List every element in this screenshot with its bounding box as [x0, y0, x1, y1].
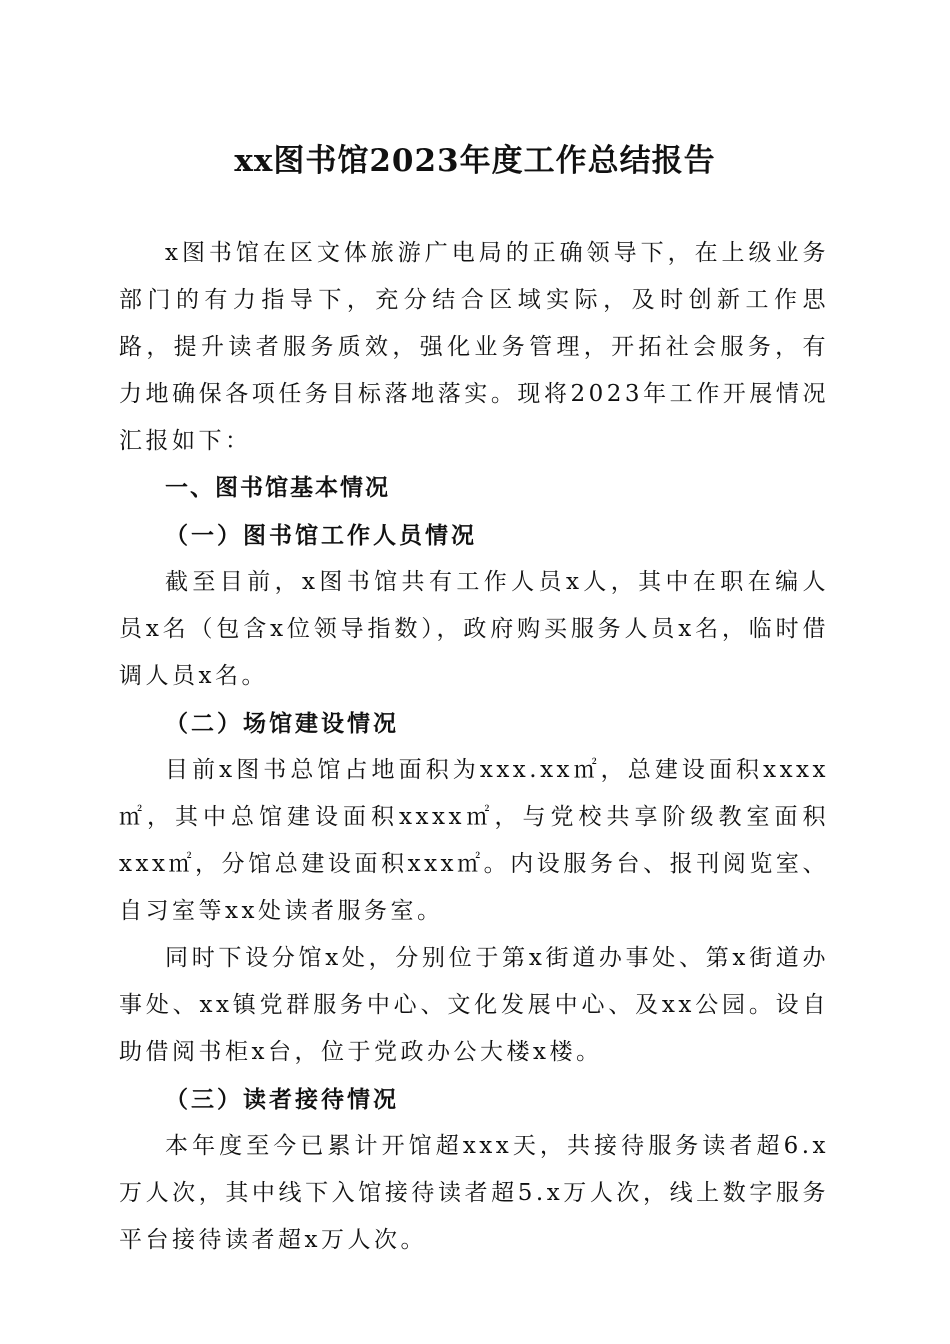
- intro-paragraph: x图书馆在区文体旅游广电局的正确领导下，在上级业务部门的有力指导下，充分结合区域实际，及时创新工作思路，提升读者服务质效，强化业务管理，开拓社会服务，有力地确保各项任务目标落地落实。现将2023年工作开展情况汇报如下：: [119, 240, 829, 454]
- venue-paragraph: 目前x图书总馆占地面积为xxx.xx㎡，总建设面积xxxx㎡，其中总馆建设面积xxxx㎡，与党校共享阶级教室面积xxx㎡，分馆总建设面积xxx㎡。内设服务台、报刊阅览室、自习室等xx处读者服务室。: [119, 757, 829, 924]
- document-title: xx图书馆2023年度工作总结报告: [234, 143, 716, 179]
- branch-paragraph: 同时下设分馆x处，分别位于第x街道办事处、第x街道办事处、xx镇党群服务中心、文化发展中心、及xx公园。设自助借阅书柜x台，位于党政办公大楼x楼。: [119, 945, 829, 1065]
- subsection-heading-staff: （一）图书馆工作人员情况: [165, 522, 477, 549]
- document-body: [119, 230, 829, 1264]
- staff-paragraph: 截至目前，x图书馆共有工作人员x人，其中在职在编人员x名（包含x位领导指数），政府购买服务人员x名，临时借调人员x名。: [119, 569, 829, 689]
- subsection-heading-readers: （三）读者接待情况: [165, 1086, 399, 1113]
- subsection-heading-venue: （二）场馆建设情况: [165, 710, 399, 737]
- readers-paragraph: 本年度至今已累计开馆超xxx天，共接待服务读者超6.x万人次，其中线下入馆接待读者超5.x万人次，线上数字服务平台接待读者超x万人次。: [119, 1133, 829, 1253]
- section-heading-basic-info: 一、图书馆基本情况: [165, 475, 390, 501]
